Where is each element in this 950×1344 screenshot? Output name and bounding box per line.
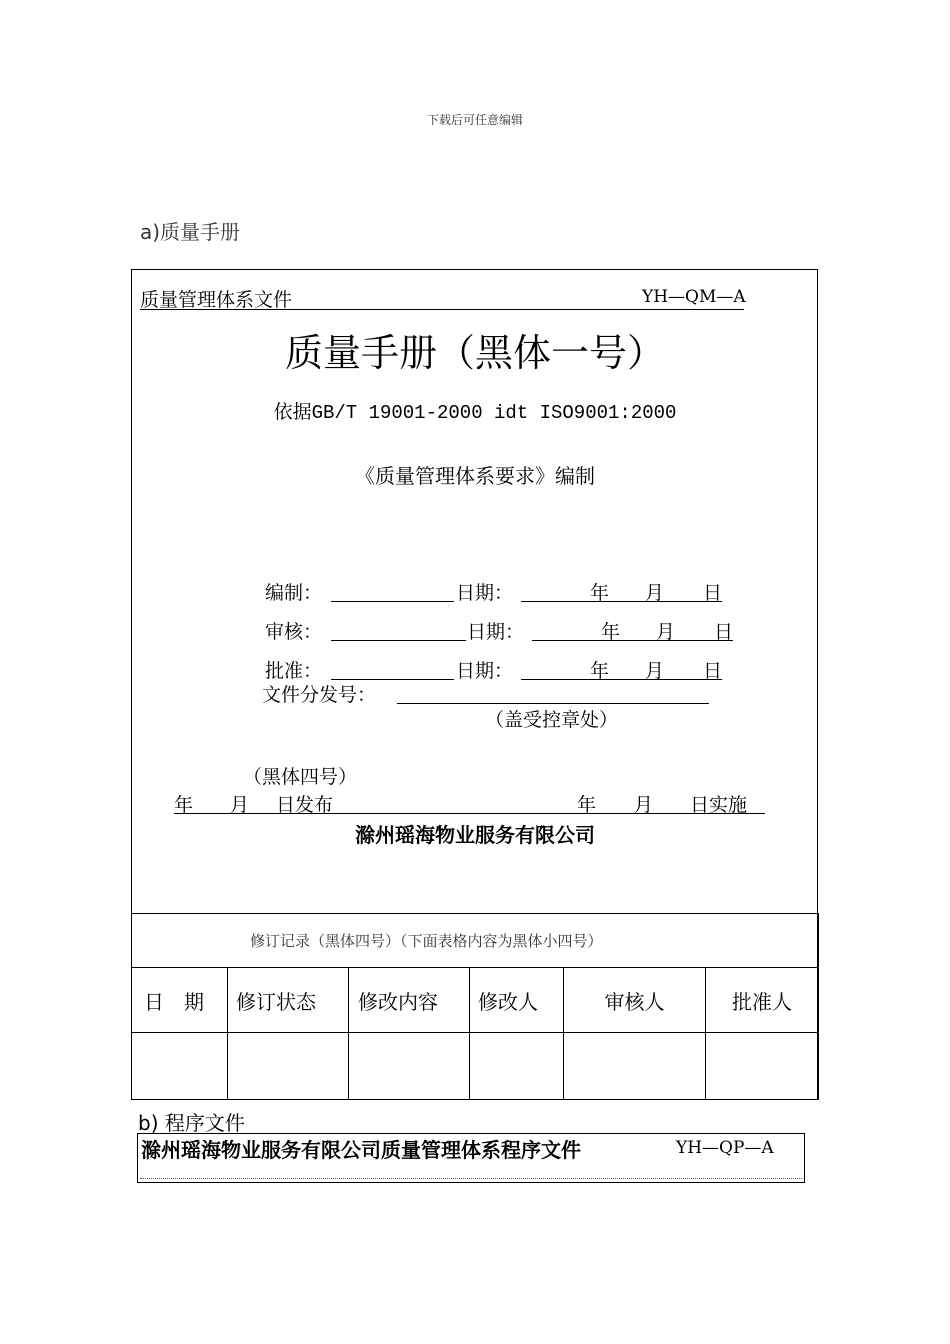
font-note: （黑体四号） (243, 766, 358, 788)
distribution-label: 文件分发号： (262, 684, 377, 706)
compile-date-blank[interactable] (521, 601, 722, 602)
approve-label: 批准： (265, 660, 323, 682)
control-stamp-note: （盖受控章处） (485, 709, 619, 731)
review-date-label: 日期： (467, 621, 525, 643)
procedure-header-title: 滁州瑶海物业服务有限公司质量管理体系程序文件 (141, 1138, 581, 1162)
approve-year: 年 (590, 660, 610, 682)
doc-class-label: 质量管理体系文件 (140, 289, 293, 311)
section-b-heading: b) 程序文件 (138, 1111, 245, 1135)
top-note: 下载后可任意编辑 (426, 113, 523, 127)
compile-blank[interactable] (331, 601, 454, 602)
publish-day: 日发布 (276, 794, 334, 816)
compile-month: 月 (645, 582, 665, 604)
company-name: 滁州瑶海物业服务有限公司 (355, 823, 595, 847)
effective-day: 日实施 (690, 794, 748, 816)
review-year: 年 (601, 621, 621, 643)
review-date-blank[interactable] (532, 640, 733, 641)
distribution-blank[interactable] (397, 703, 709, 704)
revision-table-title: 修订记录（黑体四号）（下面表格内容为黑体小四号） (132, 914, 819, 968)
review-day: 日 (714, 621, 734, 643)
col-header-status: 修订状态 (228, 968, 349, 1033)
compile-day: 日 (703, 582, 723, 604)
publish-month: 月 (230, 794, 250, 816)
col-header-approver: 批准人 (706, 968, 819, 1033)
compile-date-label: 日期： (456, 582, 514, 604)
review-blank[interactable] (331, 640, 466, 641)
standard-basis: 依据GB/T 19001-2000 idt ISO9001:2000 (273, 402, 677, 424)
approve-day: 日 (703, 660, 723, 682)
doc-code: YH—QM—A (642, 287, 746, 307)
approve-date-blank[interactable] (521, 679, 722, 680)
compile-label: 编制： (265, 582, 323, 604)
col-header-content: 修改内容 (349, 968, 470, 1033)
revision-record-table (131, 913, 819, 1100)
col-header-reviewer: 审核人 (564, 968, 706, 1033)
cell-reviewer[interactable] (564, 1033, 706, 1100)
header-underline (140, 309, 744, 310)
procedure-header-divider (140, 1178, 802, 1179)
page-title: 质量手册（黑体一号） (284, 331, 665, 375)
effective-year: 年 (577, 794, 597, 816)
col-header-date: 日 期 (132, 968, 228, 1033)
cell-approver[interactable] (706, 1033, 819, 1100)
cell-status[interactable] (228, 1033, 349, 1100)
col-header-modifier: 修改人 (470, 968, 564, 1033)
section-a-heading: a)质量手册 (140, 220, 241, 244)
cell-content[interactable] (349, 1033, 470, 1100)
approve-date-label: 日期： (456, 660, 514, 682)
cell-modifier[interactable] (470, 1033, 564, 1100)
review-month: 月 (656, 621, 676, 643)
review-label: 审核： (265, 621, 323, 643)
compiled-by-standard: 《质量管理体系要求》编制 (355, 464, 595, 488)
publish-year: 年 (174, 794, 194, 816)
procedure-doc-code: YH—QP—A (676, 1138, 774, 1158)
compile-year: 年 (590, 582, 610, 604)
publish-underline (174, 813, 765, 814)
effective-month: 月 (634, 794, 654, 816)
approve-month: 月 (645, 660, 665, 682)
cell-date[interactable] (132, 1033, 228, 1100)
